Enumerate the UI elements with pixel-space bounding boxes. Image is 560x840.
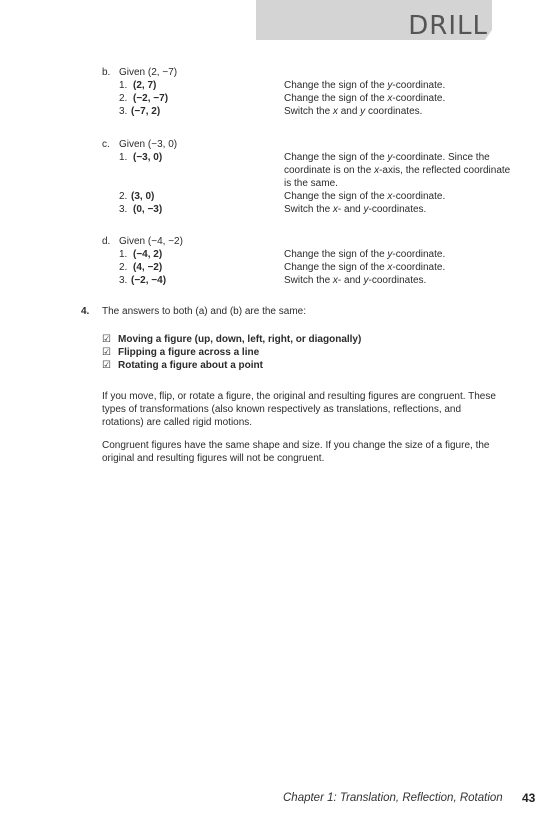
step-explanation: Switch the x- and y-coordinates. <box>284 275 427 286</box>
step-num: 2. <box>119 262 128 273</box>
checkbox-checked-icon: ☑ <box>102 360 111 371</box>
part-letter: b. <box>102 67 111 78</box>
part-letter: c. <box>102 139 110 150</box>
part-given: Given (−3, 0) <box>119 139 178 150</box>
page-number: 43 <box>522 791 536 805</box>
step-explanation: Change the sign of the x-coordinate. <box>284 93 446 104</box>
step-answer: (−7, 2) <box>131 106 161 117</box>
step-explanation: Switch the x and y coordinates. <box>284 106 423 117</box>
part-given: Given (−4, −2) <box>119 236 183 247</box>
footer-chapter-title: Chapter 1: Translation, Reflection, Rotation <box>283 792 503 804</box>
step-explanation: Change the sign of the x-coordinate. <box>284 262 446 273</box>
step-answer: (−2, −4) <box>131 275 167 286</box>
step-num: 3. <box>119 204 128 215</box>
step-num: 2. <box>119 93 128 104</box>
part-letter: d. <box>102 236 111 247</box>
section-title: DRILL <box>408 11 488 41</box>
checklist-item <box>102 334 361 346</box>
checklist-label: Rotating a figure about a point <box>118 360 263 371</box>
step-num: 1. <box>119 152 128 163</box>
step-explanation-line: coordinate is on the x-axis, the reflected coordinate <box>284 165 511 176</box>
step-answer: (0, −3) <box>133 204 163 215</box>
step-explanation: Change the sign of the x-coordinate. <box>284 191 446 202</box>
question-text: The answers to both (a) and (b) are the same: <box>102 306 306 317</box>
step-answer: (−3, 0) <box>133 152 163 163</box>
checklist-item <box>102 347 259 359</box>
step-num: 3. <box>119 275 128 286</box>
step-answer: (−4, 2) <box>133 249 163 260</box>
part-given: Given (2, −7) <box>119 67 178 78</box>
question-number: 4. <box>81 306 90 317</box>
checkbox-checked-icon: ☑ <box>102 334 111 345</box>
step-explanation: Change the sign of the y-coordinate. <box>284 249 446 260</box>
step-num: 2. <box>119 191 128 202</box>
step-answer: (−2, −7) <box>133 93 169 104</box>
step-answer: (4, −2) <box>133 262 163 273</box>
step-explanation: Change the sign of the y-coordinate. Since the <box>284 152 490 163</box>
checklist-label: Moving a figure (up, down, left, right, or diagonally) <box>118 334 362 345</box>
step-answer: (2, 7) <box>133 80 157 91</box>
step-explanation: Switch the x- and y-coordinates. <box>284 204 427 215</box>
checklist-label: Flipping a figure across a line <box>118 347 260 358</box>
checklist-item <box>102 360 263 372</box>
paragraph: Congruent figures have the same shape and size. If you change the size of a figure, the original and resulting figures will not be congruent. <box>102 440 490 464</box>
step-num: 1. <box>119 249 128 260</box>
checkbox-checked-icon: ☑ <box>102 347 111 358</box>
step-num: 3. <box>119 106 128 117</box>
step-explanation: Change the sign of the y-coordinate. <box>284 80 446 91</box>
paragraph: If you move, flip, or rotate a figure, the original and resulting figures are congruent. These types of transformations (also known respectively as translations, reflections, and rotations) are called rigid motions. <box>102 391 496 428</box>
step-explanation-line: is the same. <box>284 178 338 189</box>
step-num: 1. <box>119 80 128 91</box>
step-answer: (3, 0) <box>131 191 155 202</box>
